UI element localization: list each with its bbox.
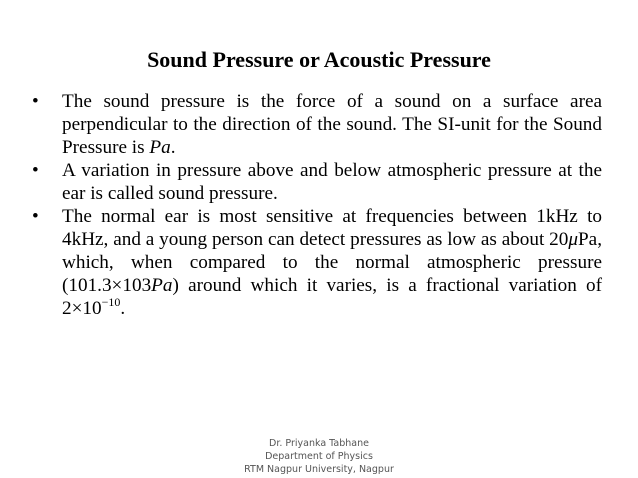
bullet-3-mu: μ bbox=[568, 229, 579, 250]
bullet-icon: • bbox=[32, 91, 39, 112]
bullet-3-exponent: −10 bbox=[101, 295, 121, 309]
bullet-3-end: . bbox=[120, 298, 126, 319]
bullet-1-unit: Pa bbox=[149, 137, 171, 158]
bullet-icon: • bbox=[32, 206, 39, 227]
bullet-2-text: A variation in pressure above and below atmospheric pressure at the ear is called sound pressure. bbox=[62, 160, 602, 204]
slide-title: Sound Pressure or Acoustic Pressure bbox=[147, 47, 491, 72]
footer-university: RTM Nagpur University, Nagpur bbox=[244, 464, 394, 475]
bullet-1-end: . bbox=[170, 137, 176, 158]
bullet-3-text-c: ) around which it varies, is a fractional variation of 2×10 bbox=[62, 275, 602, 319]
bullet-item-2 bbox=[32, 159, 602, 205]
bullet-list bbox=[32, 90, 602, 320]
bullet-1-text: The sound pressure is the force of a sound on a surface area perpendicular to the direction of the sound. The SI-unit for the Sound Pressure is bbox=[62, 91, 602, 158]
bullet-3-pa: Pa bbox=[151, 275, 173, 296]
bullet-item-3 bbox=[32, 205, 602, 320]
bullet-3-text-b: Pa, which, when compared to the normal atmospheric pressure (101.3×103 bbox=[62, 229, 602, 296]
footer bbox=[0, 437, 638, 476]
bullet-icon: • bbox=[32, 160, 39, 181]
bullet-item-1 bbox=[32, 90, 602, 159]
footer-author: Dr. Priyanka Tabhane bbox=[269, 438, 369, 449]
footer-department: Department of Physics bbox=[265, 451, 373, 462]
bullet-3-text-a: The normal ear is most sensitive at frequencies between 1kHz to 4kHz, and a young person can detect pressures as low as about 20 bbox=[62, 206, 602, 250]
